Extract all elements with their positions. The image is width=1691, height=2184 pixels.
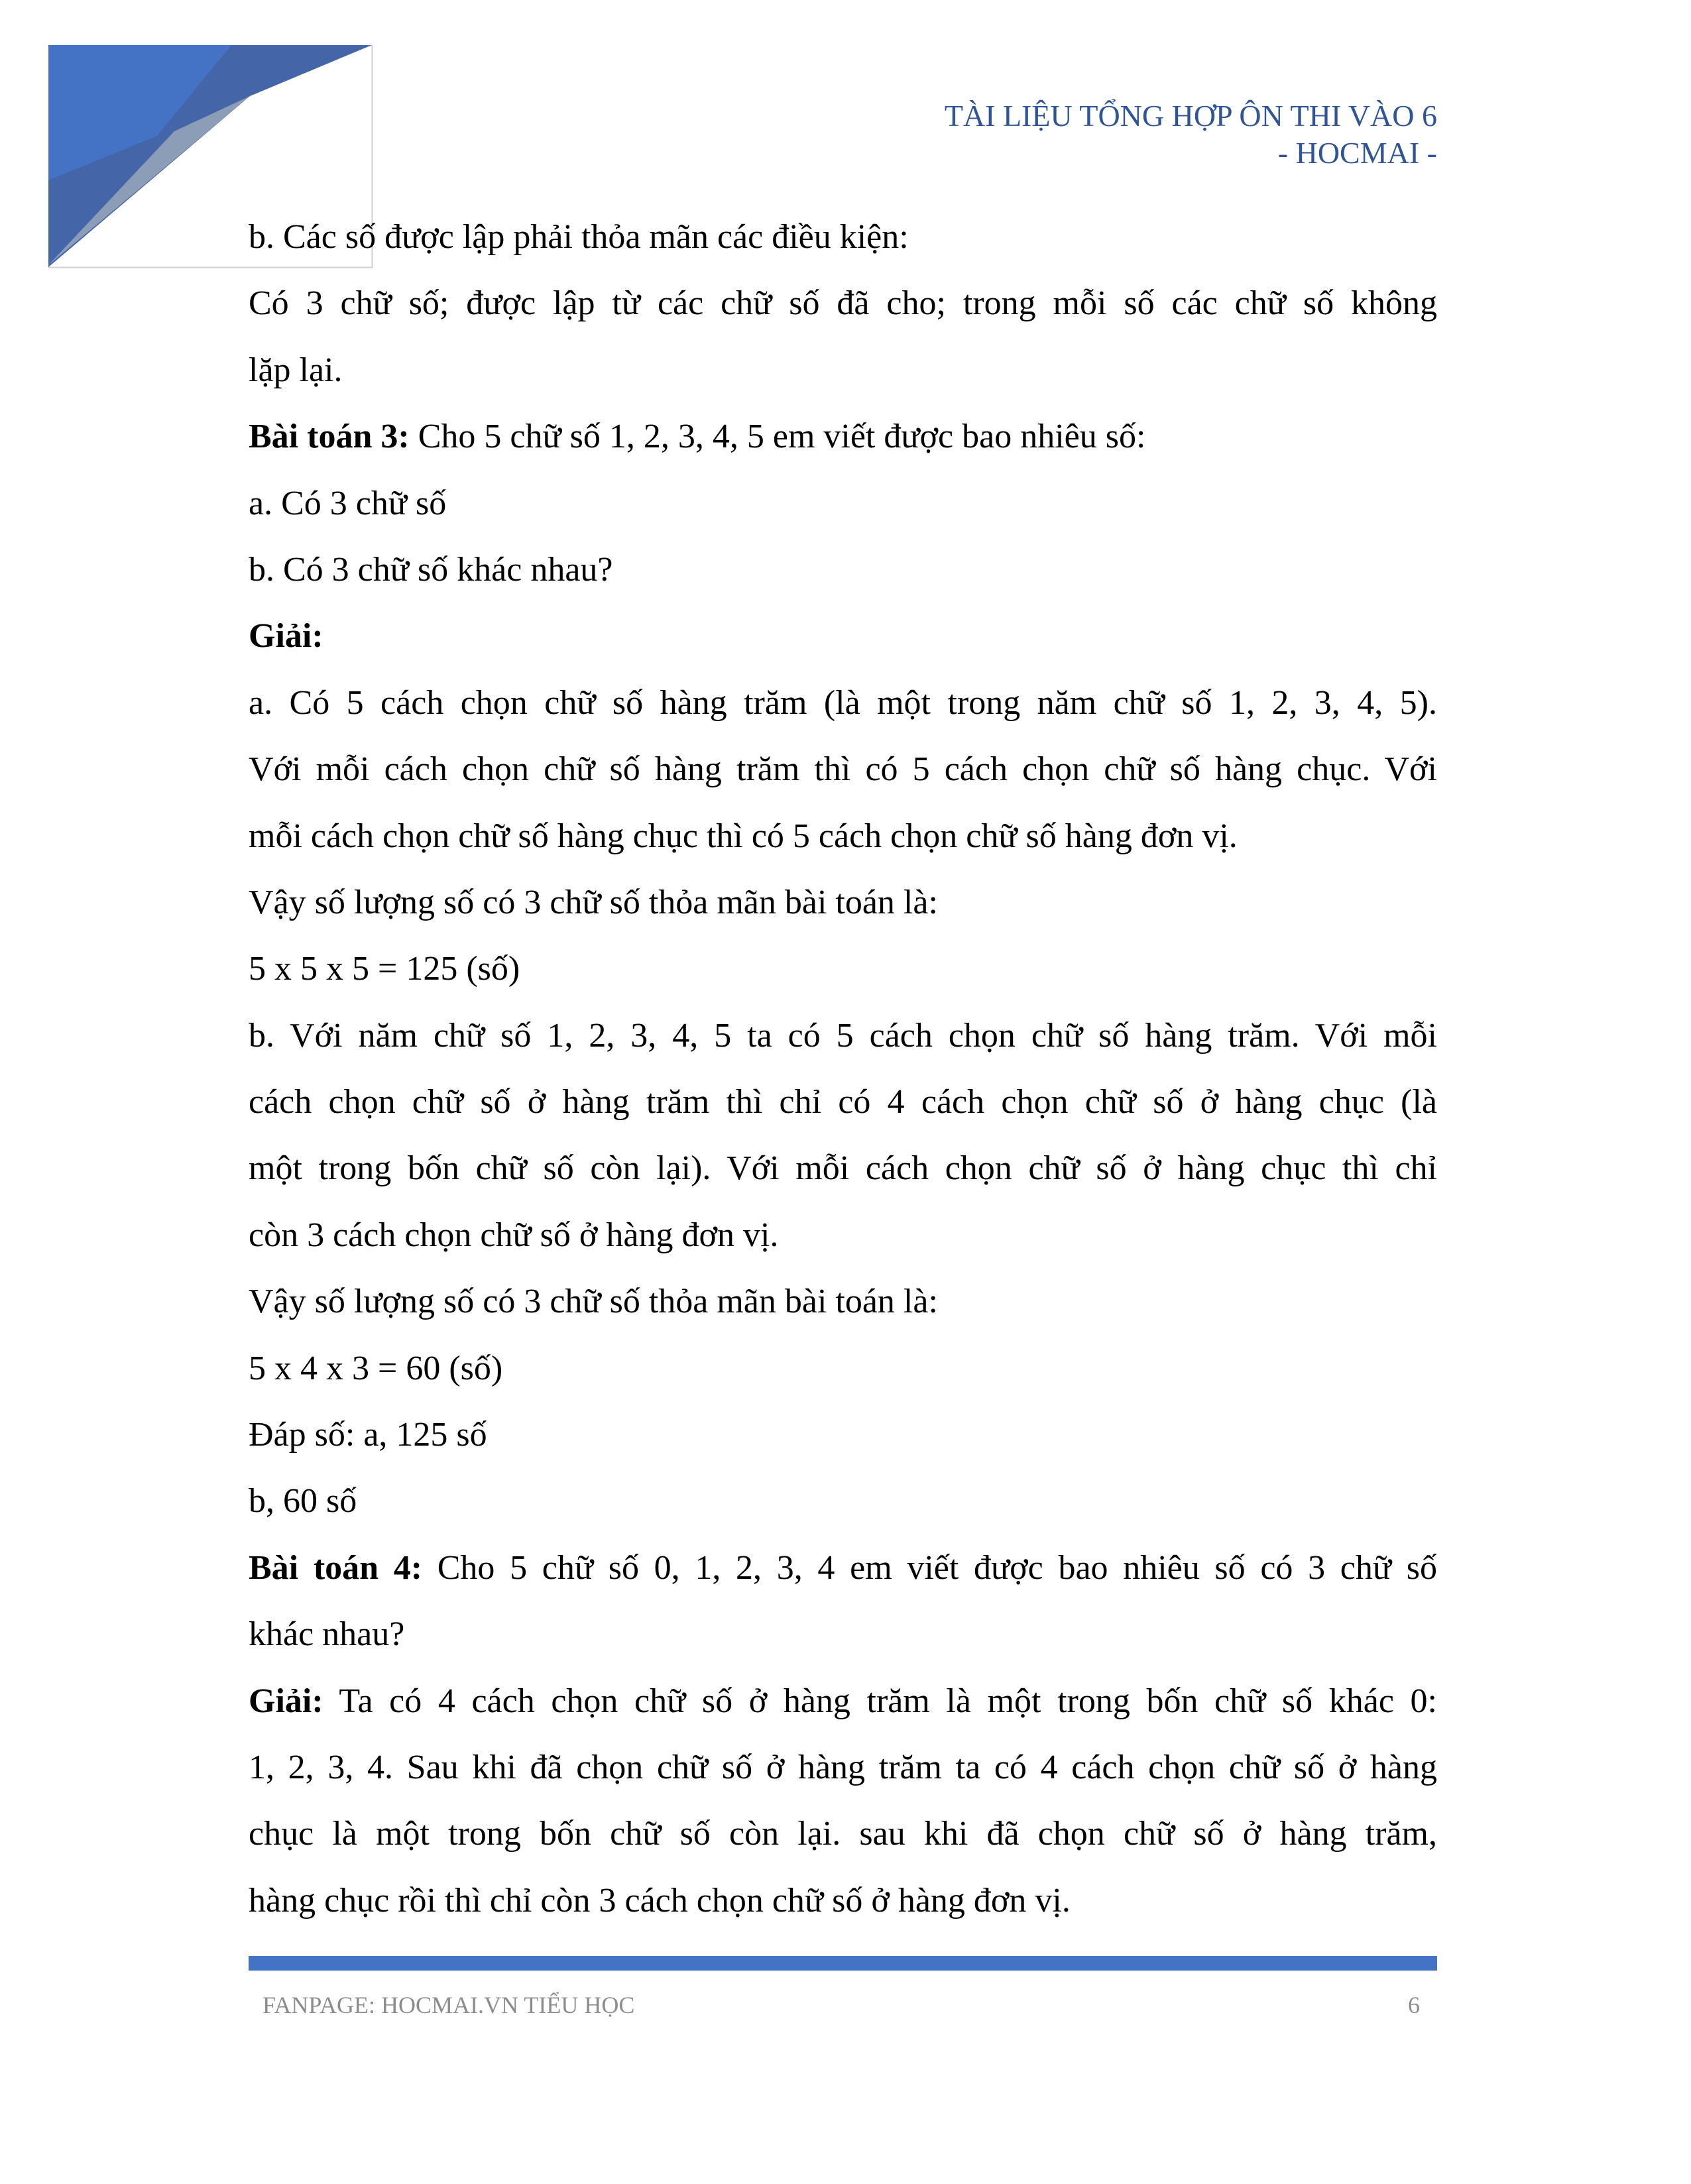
equation-line: 5 x 5 x 5 = 125 (số) (249, 950, 520, 988)
document-body (249, 204, 1437, 1934)
text-line: một trong bốn chữ số còn lại). Với mỗi cách chọn chữ số ở hàng chục thì chỉ (249, 1149, 1437, 1188)
text-line: cách chọn chữ số ở hàng trăm thì chỉ có 4 cách chọn chữ số ở hàng chục (là (249, 1083, 1437, 1121)
text-line: Có 3 chữ số; được lập từ các chữ số đã cho; trong mỗi số các chữ số không (249, 284, 1437, 323)
text-line: b. Với năm chữ số 1, 2, 3, 4, 5 ta có 5 cách chọn chữ số hàng trăm. Với mỗi (249, 1016, 1437, 1055)
solution-line: Giải: Ta có 4 cách chọn chữ số ở hàng trăm là một trong bốn chữ số khác 0: (249, 1682, 1437, 1720)
page-number: 6 (1408, 1992, 1420, 2018)
equation-line: 5 x 4 x 3 = 60 (số) (249, 1349, 503, 1387)
text-line: a. Có 5 cách chọn chữ số hàng trăm (là một trong năm chữ số 1, 2, 3, 4, 5). (249, 683, 1437, 722)
text-line: hàng chục rồi thì chỉ còn 3 cách chọn chữ số ở hàng đơn vị. (249, 1881, 1071, 1920)
text-line: b. Các số được lập phải thỏa mãn các điều kiện: (249, 218, 909, 256)
footer-divider-bar (249, 1956, 1437, 1971)
text-line: 1, 2, 3, 4. Sau khi đã chọn chữ số ở hàng trăm ta có 4 cách chọn chữ số ở hàng (249, 1748, 1437, 1786)
answer-line: Đáp số: a, 125 số (249, 1416, 487, 1454)
text-line: Vậy số lượng số có 3 chữ số thỏa mãn bài toán là: (249, 1283, 938, 1321)
header-subtitle: - HOCMAI - (1277, 136, 1437, 170)
text-line: b. Có 3 chữ số khác nhau? (249, 550, 613, 589)
text-line: Vậy số lượng số có 3 chữ số thỏa mãn bài toán là: (249, 883, 938, 921)
text-line: khác nhau? (249, 1615, 405, 1654)
solution-heading: Giải: (249, 617, 323, 656)
text-line: mỗi cách chọn chữ số hàng chục thì có 5 cách chọn chữ số hàng đơn vị. (249, 817, 1238, 855)
problem-3-heading: Bài toán 3: Cho 5 chữ số 1, 2, 3, 4, 5 em viết được bao nhiêu số: (249, 418, 1146, 456)
footer-fanpage-text: FANPAGE: HOCMAI.VN TIỂU HỌC (262, 1992, 635, 2018)
text-line: còn 3 cách chọn chữ số ở hàng đơn vị. (249, 1216, 779, 1254)
problem-4-heading: Bài toán 4: Cho 5 chữ số 0, 1, 2, 3, 4 em viết được bao nhiêu số có 3 chữ số (249, 1548, 1437, 1587)
text-line: chục là một trong bốn chữ số còn lại. sau khi đã chọn chữ số ở hàng trăm, (249, 1815, 1437, 1853)
text-line: lặp lại. (249, 351, 343, 389)
text-line: Với mỗi cách chọn chữ số hàng trăm thì có 5 cách chọn chữ số hàng chục. Với (249, 750, 1437, 789)
text-line: a. Có 3 chữ số (249, 484, 447, 522)
header-title: TÀI LIỆU TỔNG HỢP ÔN THI VÀO 6 (944, 99, 1437, 133)
answer-line: b, 60 số (249, 1482, 357, 1521)
